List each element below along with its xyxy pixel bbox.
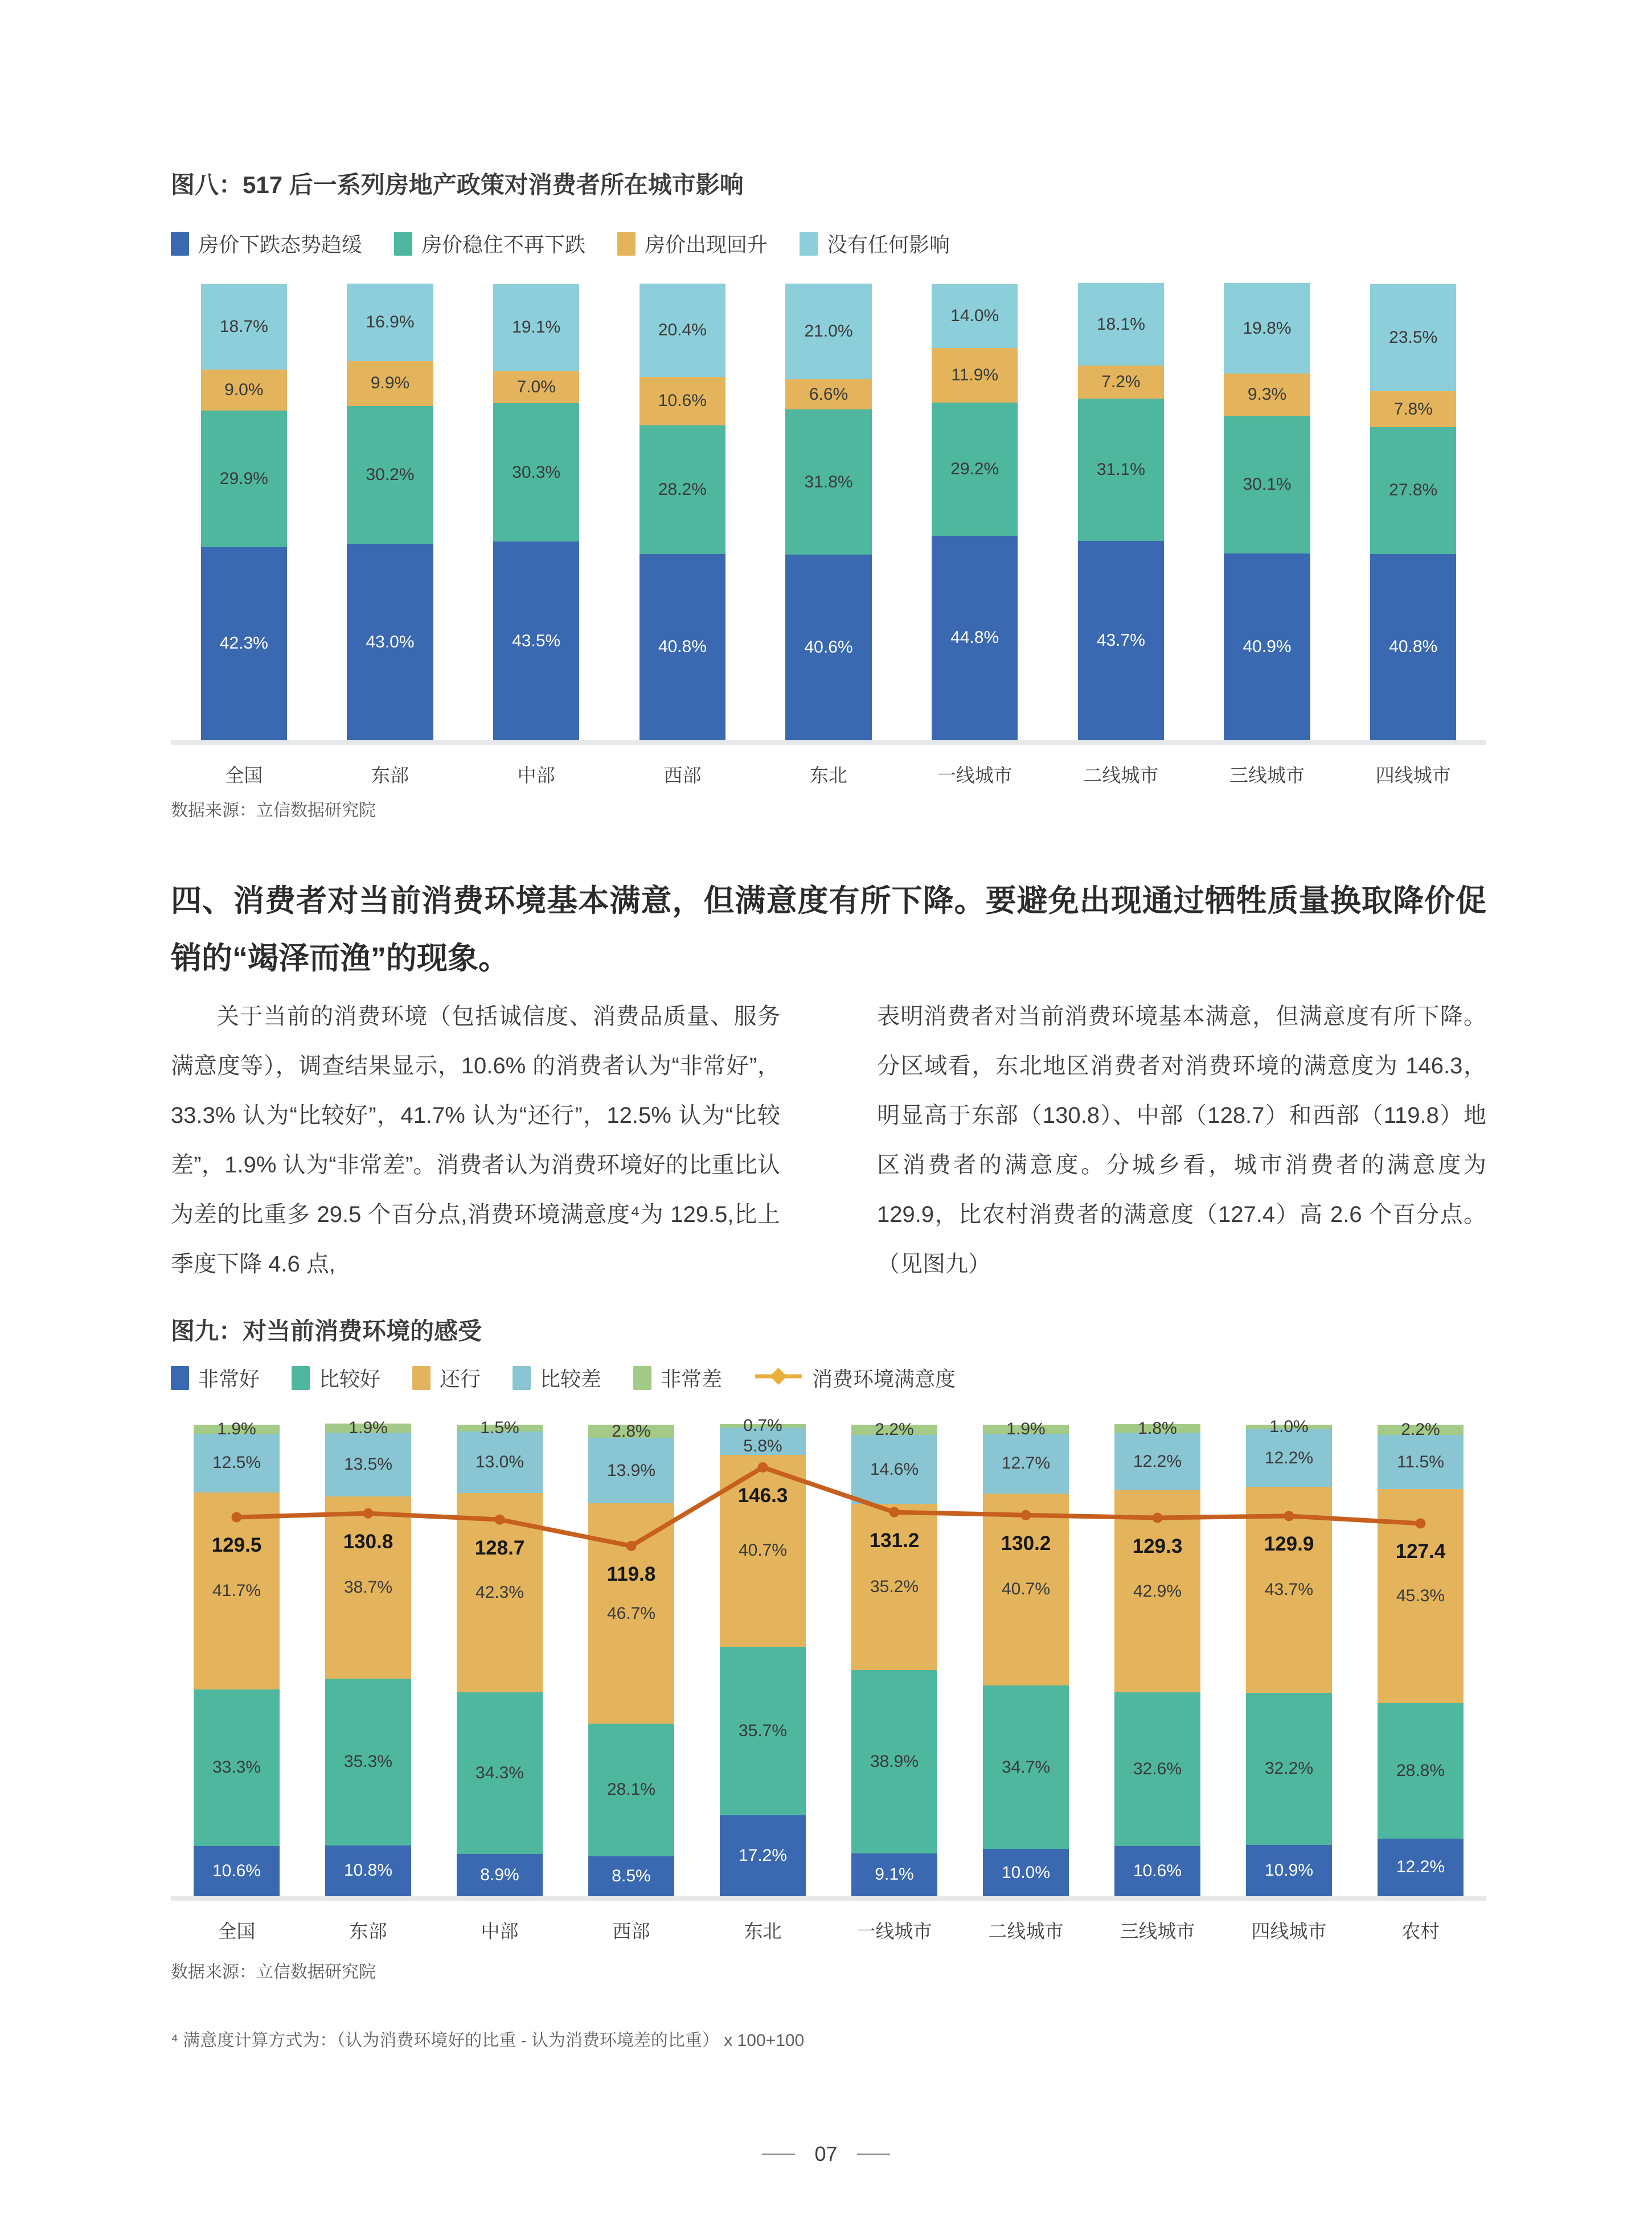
- stacked-bar: [1224, 284, 1310, 740]
- bar-value-label: 12.2%: [1396, 1857, 1445, 1877]
- bar-value-label: 42.3%: [219, 634, 268, 653]
- bar-value-label: 33.3%: [212, 1758, 261, 1777]
- bar-value-label: 12.5%: [212, 1453, 261, 1473]
- stacked-bar: [640, 284, 725, 740]
- bar-value-label: 28.8%: [1396, 1761, 1445, 1780]
- bar-value-label: 31.1%: [1096, 460, 1145, 479]
- stacked-bar: [1246, 1417, 1331, 1896]
- x-axis-label: 四线城市: [1251, 1921, 1327, 1942]
- bar-value-label: 12.7%: [1001, 1454, 1051, 1473]
- line-value-label: 146.3: [737, 1484, 788, 1507]
- bar-value-label: 1.9%: [217, 1419, 256, 1438]
- bar-value-label: 14.6%: [870, 1459, 919, 1479]
- x-axis-label: 西部: [612, 1921, 650, 1942]
- legend-item-1: [292, 1363, 380, 1392]
- x-axis-label: 一线城市: [856, 1921, 932, 1942]
- bar-value-label: 1.8%: [1138, 1418, 1177, 1438]
- chart-column: [171, 1419, 302, 1896]
- bar-value-label: 10.6%: [1133, 1861, 1182, 1881]
- bar-value-label: 9.1%: [875, 1865, 914, 1884]
- legend-swatch-icon: [412, 1366, 431, 1390]
- page-number: 07: [814, 2142, 838, 2166]
- line-value-label: 128.7: [474, 1536, 525, 1559]
- stacked-bar: [932, 284, 1018, 740]
- bar-value-label: 27.8%: [1389, 481, 1438, 500]
- line-value-label: 129.5: [211, 1534, 262, 1557]
- bar-value-label: 34.3%: [475, 1763, 524, 1783]
- x-axis-label: 东北: [744, 1921, 782, 1942]
- chart-column: [565, 1421, 697, 1896]
- stacked-bar: [588, 1421, 674, 1896]
- bar-value-label: 2.8%: [612, 1421, 651, 1441]
- figure8-title: 图八：517 后一系列房地产政策对消费者所在城市影响: [171, 171, 744, 198]
- bar-value-label: 9.9%: [370, 374, 410, 393]
- chart-column: [171, 284, 317, 740]
- chart-column: [756, 284, 902, 740]
- line-value-label: 130.2: [1001, 1532, 1051, 1555]
- bar-value-label: 0.7%: [743, 1416, 782, 1436]
- bar-value-label: 1.0%: [1269, 1417, 1309, 1437]
- bar-value-label: 29.9%: [219, 469, 268, 488]
- stacked-bar: [457, 1418, 542, 1896]
- section-heading: 四、消费者对当前消费环境基本满意，但满意度有所下降。要避免出现通过牺牲质量换取降价促销的“竭泽而渔”的现象。: [171, 884, 1486, 975]
- stacked-bar: [983, 1419, 1068, 1896]
- line-value-label: 129.9: [1264, 1533, 1314, 1556]
- bar-value-label: 30.1%: [1243, 475, 1292, 494]
- bar-value-label: 9.0%: [224, 380, 264, 399]
- bar-value-label: 2.2%: [1401, 1420, 1440, 1439]
- figure9-title: 图九：对当前消费环境的感受: [171, 1318, 482, 1344]
- footer-dash-right: [857, 2154, 890, 2155]
- legend-item-label: 还行: [440, 1367, 481, 1391]
- x-axis-label: 三线城市: [1120, 1921, 1195, 1942]
- stacked-bar: [1370, 284, 1456, 740]
- bar-value-label: 23.5%: [1389, 328, 1438, 347]
- legend-swatch-icon: [292, 1366, 310, 1390]
- chart-column: [1092, 1418, 1223, 1896]
- figure8-chart: [171, 284, 1486, 788]
- bar-value-label: 44.8%: [950, 628, 999, 647]
- bar-value-label: 42.9%: [1133, 1581, 1182, 1601]
- bar-value-label: 40.8%: [658, 637, 707, 657]
- stacked-bar: [325, 1418, 411, 1896]
- stacked-bar: [201, 284, 287, 740]
- chart-column: [1340, 284, 1486, 740]
- bar-value-label: 10.0%: [1001, 1863, 1051, 1882]
- stacked-bar: [785, 284, 871, 740]
- bar-value-label: 43.7%: [1264, 1580, 1314, 1599]
- legend-item-2: [617, 229, 768, 258]
- bar-value-label: 45.3%: [1396, 1586, 1445, 1605]
- x-axis-line: [171, 1896, 1486, 1901]
- footer-dash-left: [762, 2154, 795, 2155]
- bar-value-label: 46.7%: [606, 1603, 656, 1623]
- chart-column: [434, 1418, 565, 1896]
- bar-value-label: 18.1%: [1096, 314, 1145, 334]
- x-axis-label: 四线城市: [1375, 765, 1451, 786]
- legend-swatch-icon: [394, 232, 412, 256]
- stacked-bar: [493, 284, 579, 740]
- bar-value-label: 38.7%: [343, 1578, 393, 1597]
- bar-value-label: 14.0%: [950, 306, 999, 325]
- legend-item-0: [171, 1363, 260, 1392]
- bar-value-label: 35.7%: [738, 1721, 788, 1740]
- bar-value-label: 1.9%: [349, 1418, 388, 1438]
- bar-value-label: 10.9%: [1264, 1860, 1314, 1880]
- figure8-source: 数据来源：立信数据研究院: [171, 801, 376, 820]
- bar-value-label: 20.4%: [658, 320, 707, 339]
- legend-item-1: [394, 229, 585, 258]
- bar-value-label: 32.6%: [1133, 1760, 1182, 1779]
- legend-swatch-icon: [633, 1366, 651, 1390]
- x-axis-label: 一线城市: [937, 765, 1012, 786]
- x-axis-label: 农村: [1401, 1921, 1440, 1942]
- stacked-bar: [194, 1419, 279, 1896]
- stacked-bar: [1378, 1420, 1463, 1896]
- bar-value-label: 35.2%: [870, 1577, 919, 1596]
- bar-value-label: 31.8%: [804, 472, 853, 491]
- bar-value-label: 11.9%: [951, 365, 999, 384]
- bar-value-label: 32.2%: [1264, 1759, 1314, 1778]
- figure8-legend: [171, 229, 1486, 258]
- legend-swatch-icon: [617, 232, 636, 256]
- bar-value-label: 30.3%: [512, 462, 561, 482]
- bar-value-label: 18.7%: [219, 317, 268, 336]
- legend-item-label: 非常差: [661, 1367, 723, 1391]
- figure9-chart: [171, 1416, 1486, 1943]
- bar-value-label: 11.5%: [1397, 1452, 1444, 1471]
- bar-value-label: 10.8%: [343, 1861, 393, 1880]
- x-axis-label: 东北: [810, 765, 848, 786]
- legend-item-line: [754, 1363, 956, 1392]
- page-footer: [0, 2142, 1652, 2166]
- x-axis-label: 三线城市: [1229, 765, 1305, 786]
- bar-value-label: 40.7%: [1001, 1580, 1051, 1599]
- bar-value-label: 43.7%: [1096, 630, 1145, 650]
- figure9-legend: [171, 1363, 1486, 1392]
- bar-value-label: 40.9%: [1243, 637, 1292, 656]
- line-value-label: 119.8: [606, 1562, 656, 1585]
- chart-column: [960, 1419, 1092, 1896]
- bar-value-label: 13.5%: [343, 1454, 393, 1474]
- bar-value-label: 8.9%: [480, 1865, 519, 1885]
- x-axis-label: 二线城市: [988, 1921, 1064, 1942]
- legend-item-3: [800, 229, 950, 258]
- stacked-bar: [347, 284, 433, 740]
- bar-value-label: 8.5%: [612, 1866, 651, 1885]
- bar-value-label: 40.6%: [804, 638, 853, 657]
- legend-item-label: 房价出现回升: [645, 233, 768, 256]
- legend-swatch-icon: [171, 232, 189, 256]
- bar-value-label: 17.2%: [738, 1845, 788, 1865]
- x-axis-label: 中部: [481, 1921, 519, 1942]
- bar-value-label: 6.6%: [809, 384, 848, 404]
- bar-value-label: 10.6%: [658, 391, 707, 411]
- bar-value-label: 5.8%: [743, 1437, 782, 1456]
- bar-value-label: 12.2%: [1133, 1451, 1182, 1471]
- line-marker-icon: [754, 1364, 803, 1391]
- bar-value-label: 9.3%: [1247, 385, 1287, 404]
- chart-column: [901, 284, 1048, 740]
- legend-item-label: 没有任何影响: [827, 233, 950, 256]
- bar-value-label: 30.2%: [366, 465, 415, 485]
- legend-item-label: 非常好: [198, 1367, 260, 1391]
- x-axis-label: 东部: [371, 765, 409, 786]
- body-text-right-column: 表明消费者对当前消费环境基本满意，但满意度有所下降。分区域看，东北地区消费者对消费环境的满意度为 146.3，明显高于东部（130.8）、中部（128.7）和西部（119.8）地区消费者的满意度。分城乡看，城市消费者的满意度为 129.9，比农村消费者的满意度（127.4）高 2.6 个百分点。（见图九）: [877, 1004, 1486, 1277]
- bar-value-label: 7.2%: [1101, 372, 1141, 392]
- chart-column: [609, 284, 756, 740]
- bar-value-label: 38.9%: [870, 1752, 919, 1771]
- legend-item-4: [633, 1363, 722, 1392]
- footnote: ⁴ 满意度计算方式为：（认为消费环境好的比重 - 认为消费环境差的比重） x 100+100: [171, 2031, 805, 2050]
- legend-item-0: [171, 229, 362, 258]
- chart-column: [1355, 1420, 1486, 1896]
- chart-column: [302, 1418, 434, 1896]
- line-value-label: 131.2: [869, 1529, 920, 1552]
- legend-item-2: [412, 1363, 481, 1392]
- chart-plot: [171, 1416, 1486, 1896]
- stacked-bar: [851, 1420, 937, 1896]
- chart-column: [463, 284, 609, 740]
- legend-swatch-icon: [513, 1366, 531, 1390]
- bar-value-label: 21.0%: [804, 322, 853, 341]
- bar-value-label: 10.6%: [212, 1861, 261, 1881]
- stacked-bar: [1078, 284, 1164, 740]
- bar-value-label: 1.5%: [480, 1418, 519, 1438]
- chart-plot: [171, 284, 1486, 740]
- bar-value-label: 19.1%: [512, 318, 561, 337]
- bar-value-label: 7.8%: [1393, 399, 1433, 419]
- x-axis-label: 二线城市: [1083, 765, 1159, 786]
- bar-value-label: 12.2%: [1264, 1448, 1314, 1467]
- legend-item-label: 房价下跌态势趋缓: [198, 233, 363, 256]
- line-value-label: 130.8: [343, 1530, 393, 1553]
- legend-item-label: 比较好: [319, 1367, 381, 1391]
- bar-value-label: 42.3%: [475, 1583, 524, 1602]
- x-axis-labels: [171, 761, 1486, 788]
- bar-value-label: 1.9%: [1006, 1419, 1046, 1438]
- legend-item-label: 消费环境满意度: [812, 1367, 956, 1391]
- x-axis-line: [171, 740, 1486, 745]
- bar-value-label: 13.0%: [475, 1453, 524, 1472]
- x-axis-label: 全国: [225, 765, 263, 786]
- bar-value-label: 16.9%: [366, 312, 415, 331]
- line-value-label: 129.3: [1132, 1535, 1183, 1557]
- bar-value-label: 35.3%: [343, 1752, 393, 1771]
- stacked-bar: [1114, 1418, 1200, 1896]
- x-axis-label: 全国: [218, 1921, 256, 1942]
- bar-value-label: 19.8%: [1243, 318, 1292, 338]
- chart-column: [1048, 284, 1194, 740]
- bar-value-label: 40.7%: [738, 1541, 788, 1560]
- bar-value-label: 43.0%: [366, 632, 415, 651]
- x-axis-label: 西部: [663, 765, 702, 786]
- legend-swatch-icon: [800, 232, 818, 256]
- bar-value-label: 34.7%: [1001, 1757, 1051, 1777]
- x-axis-labels: [171, 1917, 1486, 1943]
- legend-item-label: 房价稳住不再下跌: [421, 233, 586, 256]
- bar-value-label: 28.1%: [606, 1780, 656, 1799]
- x-axis-label: 中部: [517, 765, 555, 786]
- bar-value-label: 2.2%: [875, 1420, 914, 1439]
- legend-swatch-icon: [171, 1366, 189, 1390]
- chart-column: [1223, 1417, 1355, 1896]
- chart-column: [1194, 284, 1341, 740]
- bar-value-label: 40.8%: [1389, 637, 1438, 657]
- bar-value-label: 28.2%: [658, 479, 707, 499]
- bar-value-label: 43.5%: [512, 631, 561, 650]
- figure9-source: 数据来源：立信数据研究院: [171, 1963, 376, 1982]
- line-value-label: 127.4: [1395, 1540, 1446, 1563]
- legend-item-3: [513, 1363, 601, 1392]
- chart-column: [317, 284, 464, 740]
- legend-item-label: 比较差: [540, 1367, 602, 1391]
- bar-value-label: 7.0%: [516, 378, 556, 397]
- chart-column: [829, 1420, 960, 1896]
- bar-value-label: 13.9%: [606, 1461, 656, 1480]
- x-axis-label: 东部: [349, 1921, 387, 1942]
- bar-value-label: 41.7%: [212, 1581, 261, 1600]
- bar-value-label: 29.2%: [950, 459, 999, 478]
- body-text-left-column: 关于当前的消费环境（包括诚信度、消费品质量、服务满意度等），调查结果显示，10.6% 的消费者认为“非常好”，33.3% 认为“比较好”，41.7% 认为“还行”，12.5% 认为“比较差”，1.9% 认为“非常差”。消费者认为消费环境好的比重比认为差的比重多 29.5 个百分点,消费环境满意度⁴为 129.5,比上季度下降 4.6 点,: [171, 1004, 780, 1277]
